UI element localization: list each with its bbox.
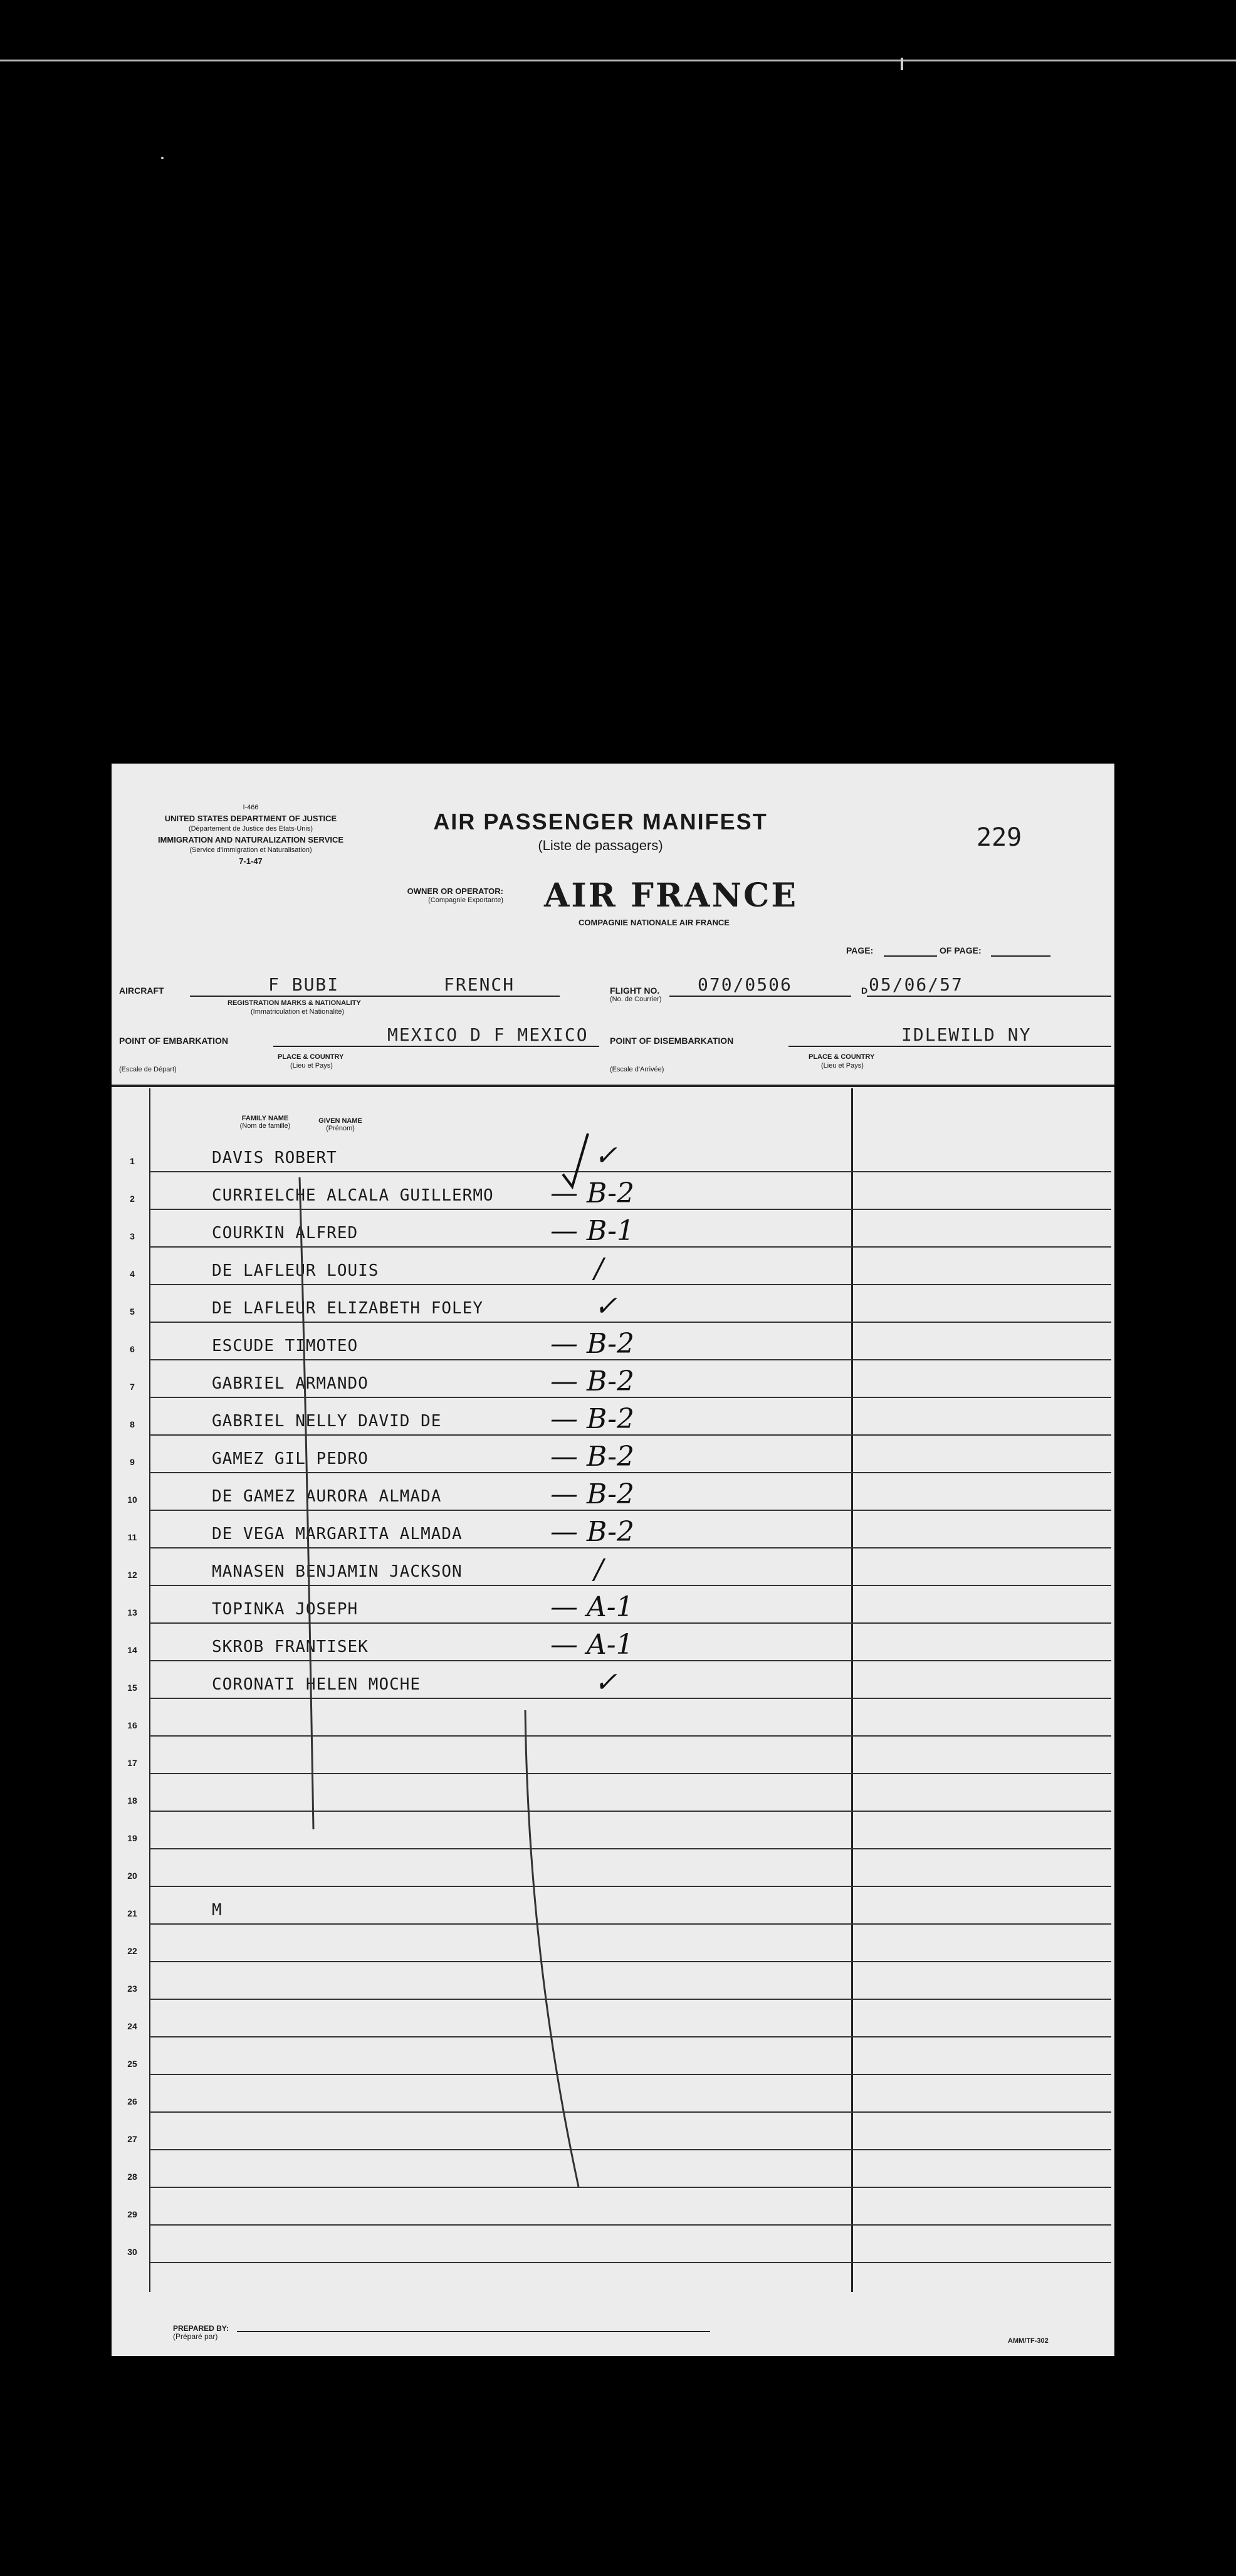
row-number: 8	[130, 1419, 135, 1429]
embarkation-label-fr: (Escale de Départ)	[119, 1066, 177, 1073]
row-number: 24	[127, 2021, 137, 2031]
aircraft-nationality: FRENCH	[444, 974, 515, 995]
handwritten-visa-mark: ✓	[594, 1666, 617, 1698]
service-name-fr: (Service d'Immigration et Naturalisation)	[189, 846, 312, 854]
passenger-name: M	[212, 1901, 223, 1920]
page-label: PAGE:	[846, 945, 874, 955]
row-number: 13	[127, 1607, 137, 1617]
row-number: 15	[127, 1683, 137, 1693]
handwritten-visa-mark: /	[594, 1553, 604, 1585]
handwritten-visa-mark: — A-1	[550, 1629, 634, 1661]
handwritten-visa-mark: — A-1	[550, 1591, 634, 1623]
passenger-name: CORONATI HELEN MOCHE	[212, 1675, 421, 1694]
disembarkation-place-label: PLACE & COUNTRY	[809, 1053, 875, 1061]
row-number: 12	[127, 1570, 137, 1580]
disembarkation-label: POINT OF DISEMBARKATION	[610, 1036, 734, 1046]
embarkation-value: MEXICO D F MEXICO	[387, 1024, 589, 1045]
row-number: 25	[127, 2059, 137, 2069]
manifest-title: AIR PASSENGER MANIFEST	[433, 809, 768, 834]
handwritten-visa-mark: — B-2	[550, 1365, 634, 1397]
embarkation-place-label-fr: (Lieu et Pays)	[290, 1062, 333, 1070]
registration-label-fr: (Immatriculation et Nationalité)	[251, 1008, 345, 1016]
prepared-by-label-fr: (Préparé par)	[173, 2332, 218, 2341]
passenger-name: DE VEGA MARGARITA ALMADA	[212, 1525, 463, 1543]
handwritten-visa-mark: — B-2	[550, 1441, 634, 1473]
flight-no-label-fr: (No. de Courrier)	[610, 996, 662, 1003]
handwritten-visa-mark: — B-2	[550, 1177, 634, 1209]
film-speck	[161, 157, 164, 159]
flight-date: 05/06/57	[869, 974, 963, 995]
row-number: 11	[127, 1532, 137, 1542]
handwritten-strokes	[112, 764, 1114, 2356]
department-name-fr: (Département de Justice des Etats-Unis)	[188, 825, 313, 833]
passenger-name: DE LAFLEUR LOUIS	[212, 1261, 379, 1280]
row-number: 19	[127, 1833, 137, 1843]
row-number: 5	[130, 1306, 135, 1317]
passenger-name: CURRIELCHE ALCALA GUILLERMO	[212, 1186, 494, 1205]
aircraft-label: AIRCRAFT	[119, 986, 164, 996]
handwritten-visa-mark: — B-1	[550, 1215, 634, 1247]
department-name: UNITED STATES DEPARTMENT OF JUSTICE	[164, 814, 337, 823]
embarkation-place-label: PLACE & COUNTRY	[278, 1053, 344, 1061]
passenger-name: DE GAMEZ AURORA ALMADA	[212, 1487, 442, 1506]
disembarkation-label-fr: (Escale d'Arrivée)	[610, 1066, 664, 1073]
passenger-name: GAMEZ GIL PEDRO	[212, 1449, 369, 1468]
vertical-strike-line	[525, 1710, 579, 2187]
registration-label: REGISTRATION MARKS & NATIONALITY	[228, 999, 361, 1007]
prepared-by-label: PREPARED BY:	[173, 2324, 229, 2333]
row-number: 29	[127, 2209, 137, 2219]
owner-label-fr: (Compagnie Exportante)	[428, 896, 503, 904]
prepared-by-field-line	[237, 2331, 710, 2332]
row-number: 23	[127, 1984, 137, 1994]
row-number: 26	[127, 2096, 137, 2106]
handwritten-visa-mark: — B-2	[550, 1478, 634, 1510]
family-name-header-text: FAMILY NAME	[241, 1115, 289, 1122]
manifest-page	[112, 764, 1114, 2356]
film-top-mark	[901, 58, 903, 70]
passenger-name: ESCUDE TIMOTEO	[212, 1337, 359, 1355]
embarkation-label: POINT OF EMBARKATION	[119, 1036, 228, 1046]
row-number: 27	[127, 2134, 137, 2144]
owner-label-text: OWNER OR OPERATOR:	[407, 886, 503, 896]
family-name-header-fr: (Nom de famille)	[239, 1122, 291, 1130]
row-number: 2	[130, 1194, 135, 1204]
handwritten-visa-mark: /	[594, 1253, 604, 1285]
handwritten-visa-mark: ✓	[594, 1140, 617, 1172]
passenger-name: MANASEN BENJAMIN JACKSON	[212, 1562, 463, 1581]
flight-number: 070/0506	[698, 974, 792, 995]
service-name: IMMIGRATION AND NATURALIZATION SERVICE	[157, 835, 344, 844]
row-number: 17	[127, 1758, 137, 1768]
disembarkation-place-label-fr: (Lieu et Pays)	[821, 1062, 864, 1070]
passenger-name: GABRIEL NELLY DAVID DE	[212, 1412, 442, 1431]
row-number: 1	[130, 1156, 135, 1166]
handwritten-visa-mark: ✓	[594, 1290, 617, 1322]
passenger-name: TOPINKA JOSEPH	[212, 1600, 359, 1619]
row-number: 21	[127, 1908, 137, 1918]
prepared-by	[173, 2325, 229, 2341]
row-number: 28	[127, 2172, 137, 2182]
row-number: 3	[130, 1231, 135, 1241]
row-number: 6	[130, 1344, 135, 1354]
handwritten-visa-mark: — B-2	[550, 1516, 634, 1548]
manifest-subtitle: (Liste de passagers)	[538, 838, 663, 853]
passenger-name: SKROB FRANTISEK	[212, 1638, 369, 1656]
film-top-rule	[0, 60, 1236, 61]
row-number: 22	[127, 1946, 137, 1956]
row-number: 20	[127, 1871, 137, 1881]
vertical-strike-line	[300, 1177, 313, 1829]
passenger-name: GABRIEL ARMANDO	[212, 1374, 369, 1393]
handwritten-visa-mark: — B-2	[550, 1403, 634, 1435]
handwritten-visa-mark: — B-2	[550, 1328, 634, 1360]
given-name-header-text: GIVEN NAME	[318, 1117, 362, 1125]
aircraft-registration: F BUBI	[268, 974, 340, 995]
passenger-name: DAVIS ROBERT	[212, 1149, 337, 1167]
row-number: 30	[127, 2247, 137, 2257]
form-code: I-466	[243, 804, 259, 811]
form-revision: 7-1-47	[239, 856, 263, 866]
row-number: 9	[130, 1457, 135, 1467]
flight-no-label: FLIGHT NO.	[610, 986, 660, 996]
date-prefix: D	[861, 986, 868, 996]
row-number: 7	[130, 1382, 135, 1392]
form-number: AMM/TF-302	[1008, 2337, 1049, 2345]
row-number: 16	[127, 1720, 137, 1730]
check-stroke	[563, 1133, 588, 1187]
row-number: 10	[127, 1495, 137, 1505]
passenger-name: DE LAFLEUR ELIZABETH FOLEY	[212, 1299, 483, 1318]
of-page-label: OF PAGE:	[940, 945, 982, 955]
airline-subname: COMPAGNIE NATIONALE AIR FRANCE	[579, 918, 730, 927]
airline-name: AIR FRANCE	[544, 876, 799, 915]
row-number: 18	[127, 1795, 137, 1806]
given-name-header-fr: (Prénom)	[326, 1125, 355, 1132]
passenger-name: COURKIN ALFRED	[212, 1224, 359, 1243]
page-number: 229	[977, 823, 1022, 852]
row-number: 14	[127, 1645, 137, 1655]
row-number: 4	[130, 1269, 135, 1279]
disembarkation-value: IDLEWILD NY	[901, 1024, 1032, 1045]
